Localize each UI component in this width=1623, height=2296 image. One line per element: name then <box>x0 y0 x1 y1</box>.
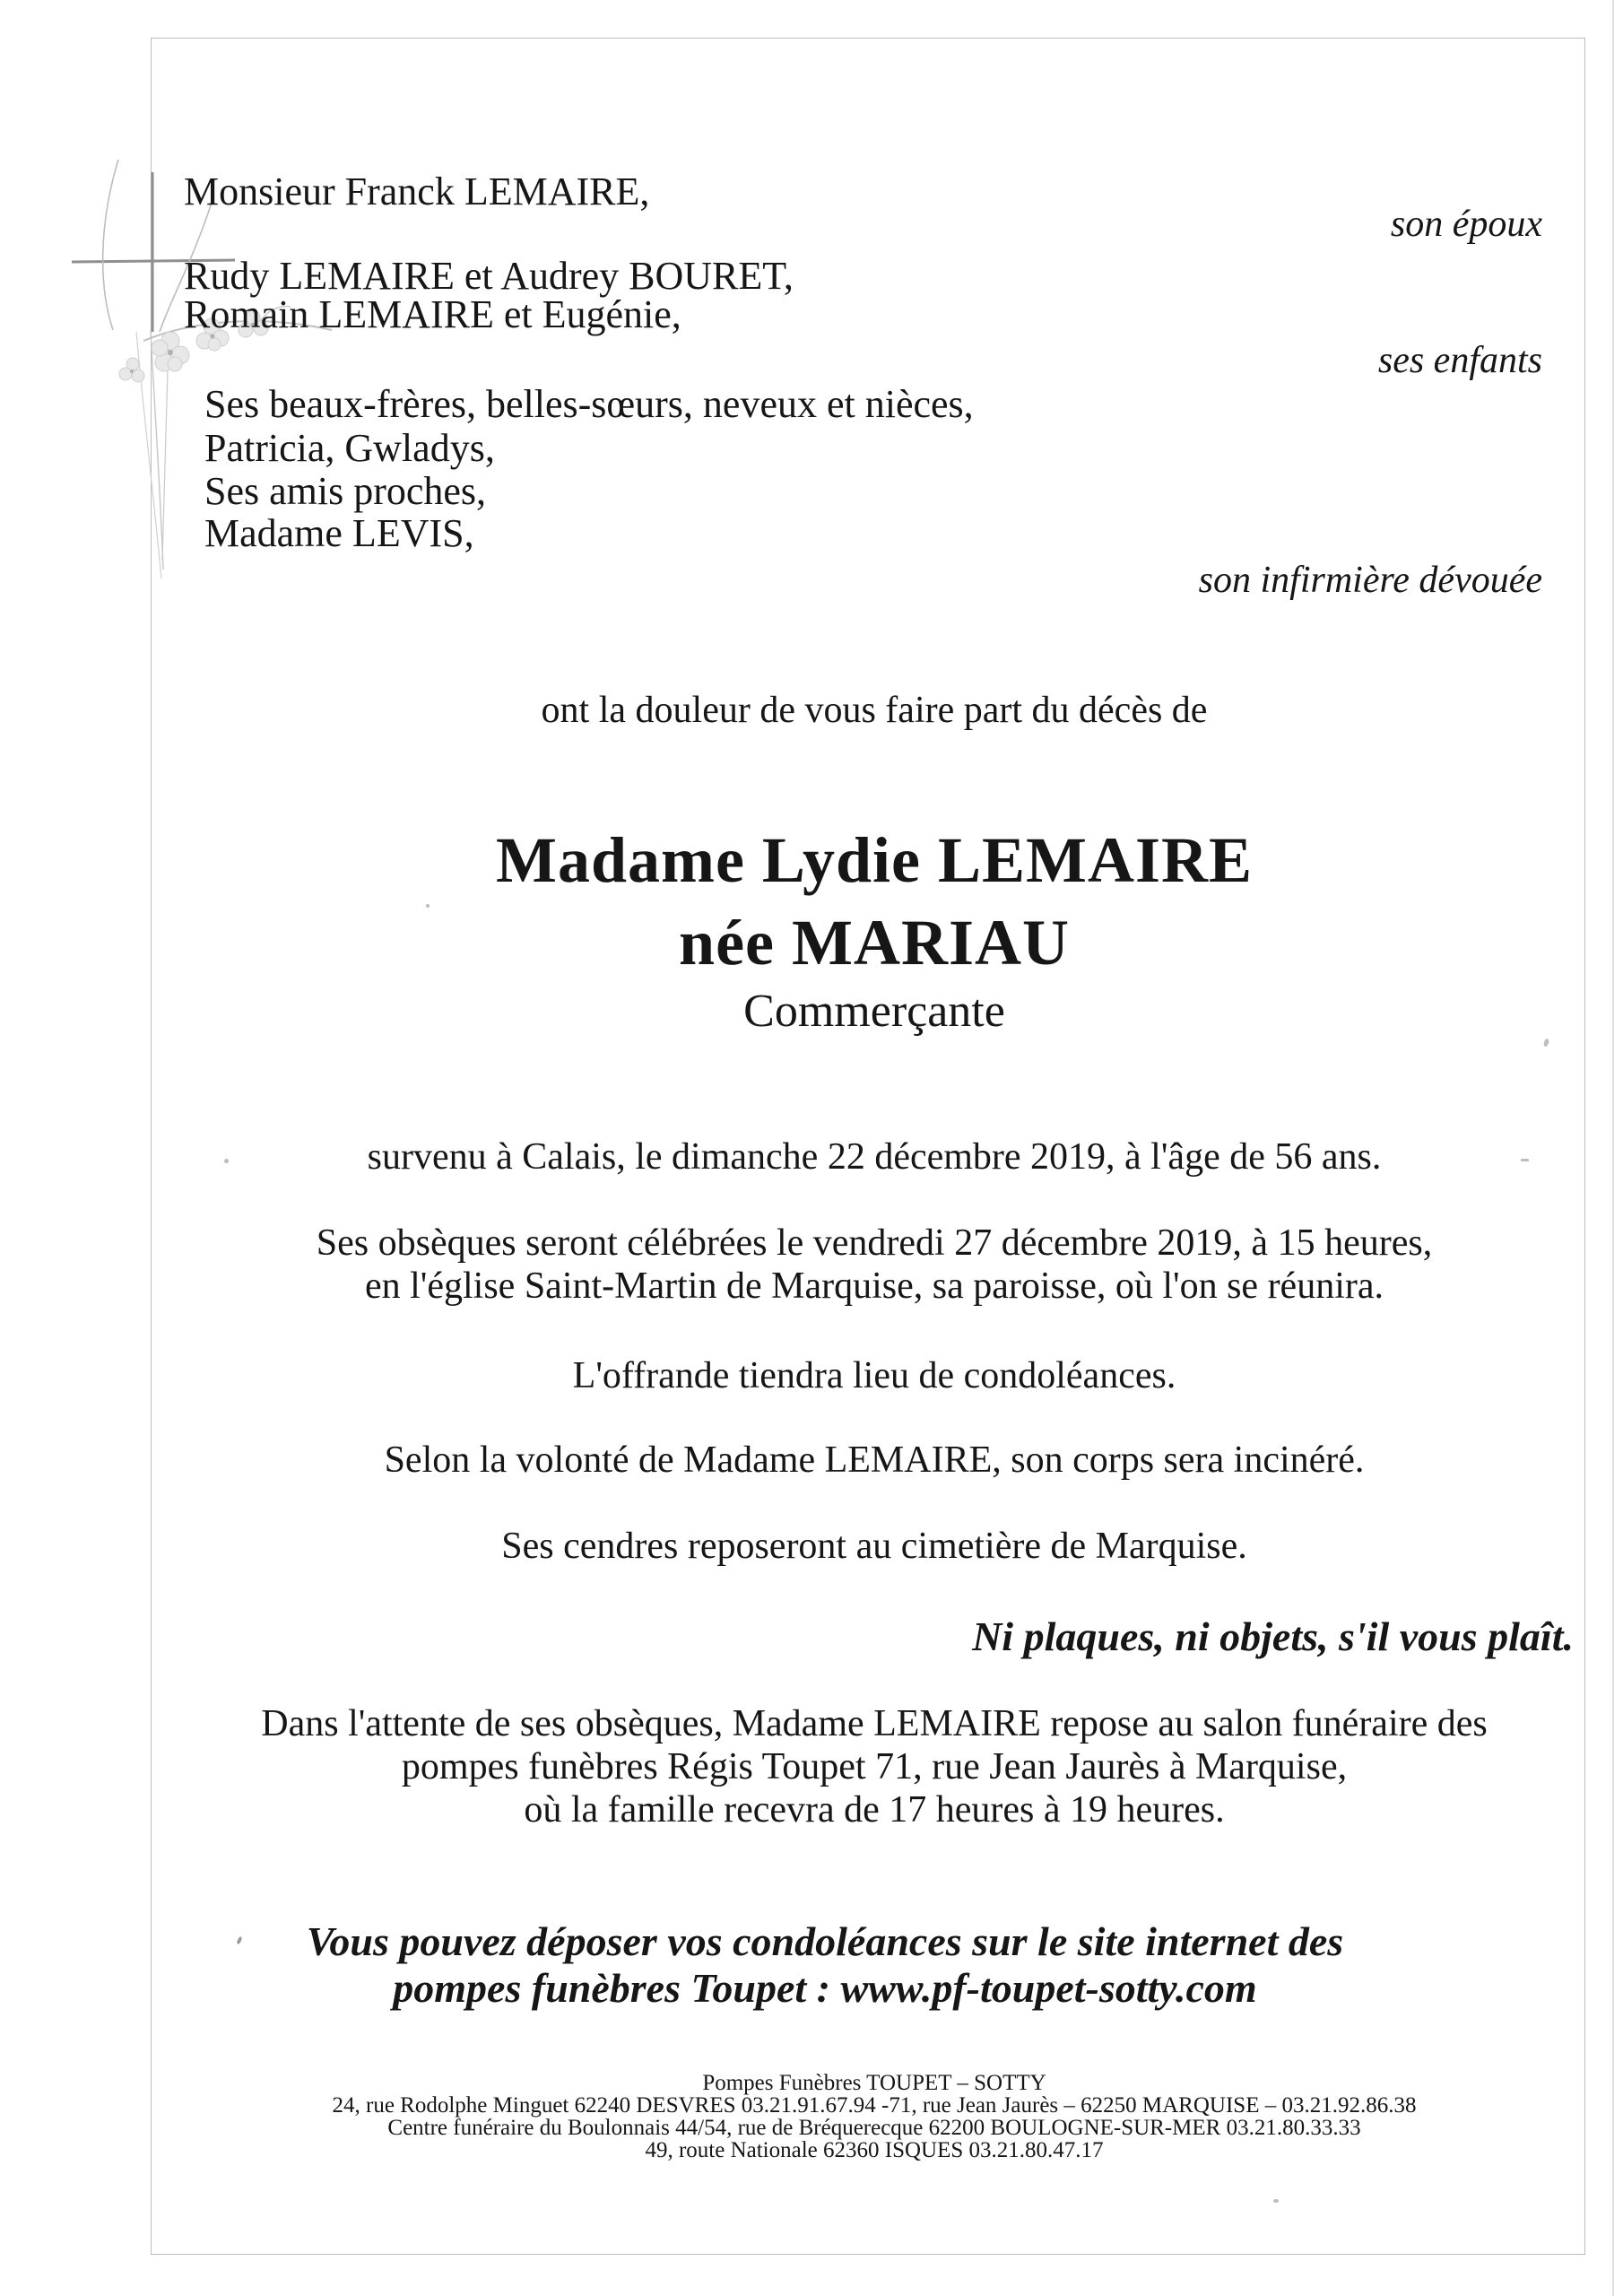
announcer-child-1: Rudy LEMAIRE et Audrey BOURET, <box>184 254 794 298</box>
announcer-relatives-1: Ses beaux-frères, belles-sœurs, neveux et nièces, <box>204 382 974 426</box>
announcer-relatives-2: Patricia, Gwladys, <box>204 426 495 470</box>
announcer-child-2: Romain LEMAIRE et Eugénie, <box>184 292 681 336</box>
announcer-relatives-4: Madame LEVIS, <box>204 511 474 555</box>
deceased-profession: Commerçante <box>743 986 1005 1037</box>
visitation-line-2: pompes funèbres Régis Toupet 71, rue Jean Jaurès à Marquise, <box>401 1746 1348 1787</box>
visitation-line-1: Dans l'attente de ses obsèques, Madame LEMAIRE repose au salon funéraire des <box>261 1703 1488 1744</box>
cremation-line: Selon la volonté de Madame LEMAIRE, son corps sera incinéré. <box>384 1439 1365 1481</box>
ashes-line: Ses cendres reposeront au cimetière de Marquise. <box>501 1526 1247 1567</box>
funeral-home-address-3: 49, route Nationale 62360 ISQUES 03.21.80.47.17 <box>645 2138 1104 2162</box>
scan-speck <box>224 1159 229 1163</box>
condolences-line-2: pompes funèbres Toupet : www.pf-toupet-sotty.com <box>393 1965 1257 2011</box>
death-details: survenu à Calais, le dimanche 22 décembre 2019, à l'âge de 56 ans. <box>367 1136 1382 1178</box>
offering-line: L'offrande tiendra lieu de condoléances. <box>572 1355 1176 1396</box>
funeral-line-1: Ses obsèques seront célébrées le vendredi 27 décembre 2019, à 15 heures, <box>316 1222 1433 1264</box>
announcer-relatives-3: Ses amis proches, <box>204 469 487 513</box>
condolences-line-1: Vous pouvez déposer vos condoléances sur le site internet des <box>306 1918 1344 1964</box>
announcement-intro: ont la douleur de vous faire part du décès de <box>541 690 1208 731</box>
role-husband: son époux <box>1390 204 1542 245</box>
deceased-name: Madame Lydie LEMAIRE <box>495 824 1254 896</box>
announcer-husband: Monsieur Franck LEMAIRE, <box>184 170 650 213</box>
funeral-home-address-2: Centre funéraire du Boulonnais 44/54, rue de Bréquerecque 62200 BOULOGNE-SUR-MER 03.21.80.33.33 <box>387 2116 1361 2140</box>
funeral-home-name: Pompes Funèbres TOUPET – SOTTY <box>702 2071 1046 2095</box>
deceased-maiden-name: née MARIAU <box>679 907 1070 978</box>
role-children: ses enfants <box>1377 340 1542 381</box>
scan-speck <box>426 904 430 908</box>
funeral-line-2: en l'église Saint-Martin de Marquise, sa paroisse, où l'on se réunira. <box>364 1265 1384 1307</box>
scan-speck <box>1273 2199 1279 2203</box>
role-nurse: son infirmière dévouée <box>1198 560 1542 601</box>
funeral-home-address-1: 24, rue Rodolphe Minguet 62240 DESVRES 03.21.91.67.94 -71, rue Jean Jaurès – 62250 MARQUISE – 03.21.92.86.38 <box>332 2093 1417 2118</box>
visitation-line-3: où la famille recevra de 17 heures à 19 heures. <box>524 1789 1225 1831</box>
scan-edge-shadow <box>1612 0 1614 2296</box>
scan-speck <box>1521 1159 1529 1161</box>
no-plaques-request: Ni plaques, ni objets, s'il vous plaît. <box>972 1613 1574 1659</box>
